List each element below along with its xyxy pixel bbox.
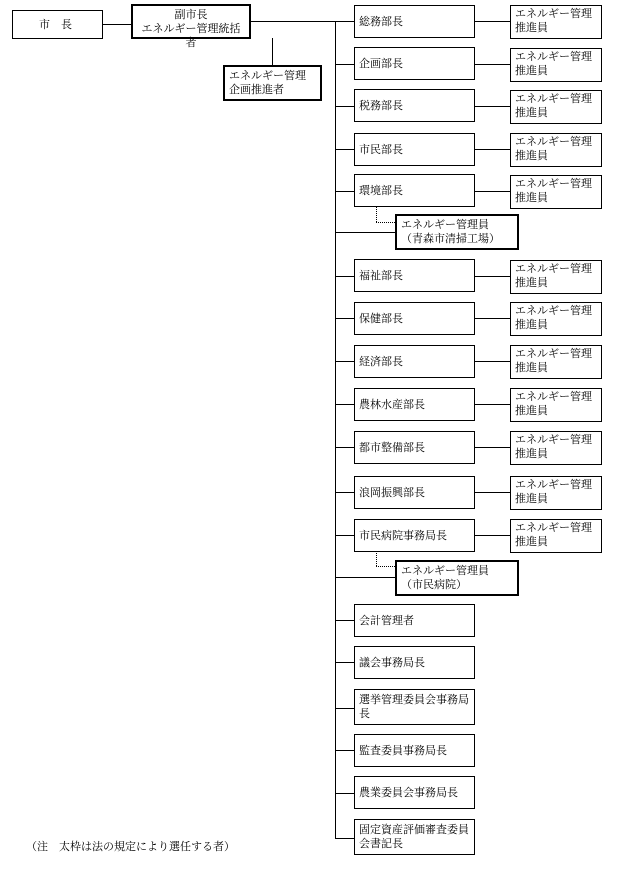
department-box [354, 5, 475, 38]
promoter-box [510, 133, 602, 167]
promoter-box [510, 519, 602, 553]
promoter-box [510, 431, 602, 465]
deputy-down-connector [272, 38, 273, 65]
promoter-line1: エネルギー管理 [515, 478, 592, 491]
office-label: 農業委員会事務局長 [359, 785, 458, 799]
dotted-connector [376, 566, 395, 567]
planning-promoter-box [223, 65, 322, 101]
department-box [354, 89, 475, 122]
department-box [354, 47, 475, 80]
deputy-mayor-role: エネルギー管理統括者 [141, 22, 241, 49]
promoter-line2: 推進員 [515, 404, 548, 417]
promoter-line2: 推進員 [515, 64, 548, 77]
office-box [354, 646, 475, 679]
energy-manager-site: （市民病院） [401, 578, 467, 591]
branch-line [335, 492, 354, 493]
office-box [354, 689, 475, 725]
branch-line [335, 620, 354, 621]
promoter-line1: エネルギー管理 [515, 433, 592, 446]
department-box [354, 476, 475, 509]
promoter-box [510, 48, 602, 82]
department-label: 市民部長 [359, 142, 403, 156]
department-box [354, 345, 475, 378]
branch-line [335, 535, 354, 536]
office-label: 会計管理者 [359, 613, 414, 627]
department-box [354, 174, 475, 207]
office-box [354, 604, 475, 637]
department-box [354, 388, 475, 421]
promoter-line2: 推進員 [515, 447, 548, 460]
promoter-line1: エネルギー管理 [515, 135, 592, 148]
promoter-line1: エネルギー管理 [515, 521, 592, 534]
promoter-line1: エネルギー管理 [515, 262, 592, 275]
department-label: 農林水産部長 [359, 397, 425, 411]
promoter-box [510, 90, 602, 124]
dotted-connector [376, 222, 395, 223]
mayor-label: 市 長 [39, 17, 72, 31]
promoter-link-line [475, 318, 510, 319]
promoter-line2: 推進員 [515, 492, 548, 505]
branch-line [335, 838, 354, 839]
promoter-line2: 推進員 [515, 361, 548, 374]
energy-manager-box [395, 214, 519, 250]
promoter-box [510, 476, 602, 510]
department-box [354, 302, 475, 335]
deputy-mayor-title: 副市長 [174, 8, 208, 21]
branch-line [335, 106, 354, 107]
department-label: 保健部長 [359, 311, 403, 325]
office-label: 固定資産評価審査委員会書記長 [359, 823, 469, 850]
promoter-link-line [475, 106, 510, 107]
promoter-line1: エネルギー管理 [515, 50, 592, 63]
promoter-line2: 推進員 [515, 276, 548, 289]
energy-manager-title: エネルギー管理員 [401, 564, 489, 577]
promoter-link-line [475, 404, 510, 405]
office-box [354, 776, 475, 809]
promoter-line2: 推進員 [515, 149, 548, 162]
promoter-link-line [475, 535, 510, 536]
department-box [354, 133, 475, 166]
department-label: 環境部長 [359, 183, 403, 197]
office-label: 監査委員事務局長 [359, 743, 447, 757]
branch-line [335, 404, 354, 405]
promoter-link-line [475, 361, 510, 362]
branch-line [335, 64, 354, 65]
main-trunk-line [335, 21, 336, 839]
dotted-connector [376, 206, 377, 222]
branch-line [335, 577, 395, 578]
deputy-mayor-box [131, 4, 251, 49]
department-label: 税務部長 [359, 98, 403, 112]
promoter-line2: 推進員 [515, 21, 548, 34]
department-label: 企画部長 [359, 56, 403, 70]
promoter-link-line [475, 447, 510, 448]
branch-line [335, 149, 354, 150]
department-box [354, 519, 475, 552]
promoter-link-line [475, 276, 510, 277]
promoter-link-line [475, 492, 510, 493]
promoter-line1: エネルギー管理 [515, 7, 592, 20]
promoter-line1: エネルギー管理 [515, 390, 592, 403]
branch-line [335, 447, 354, 448]
promoter-box [510, 260, 602, 294]
promoter-line2: 推進員 [515, 106, 548, 119]
department-label: 市民病院事務局長 [359, 528, 447, 542]
branch-line [335, 361, 354, 362]
planning-promoter-line1: エネルギー管理 [229, 69, 306, 82]
promoter-line2: 推進員 [515, 191, 548, 204]
planning-promoter-line2: 企画推進者 [229, 83, 284, 96]
promoter-box [510, 175, 602, 209]
promoter-line2: 推進員 [515, 318, 548, 331]
promoter-line2: 推進員 [515, 535, 548, 548]
branch-line [335, 708, 354, 709]
promoter-link-line [475, 64, 510, 65]
promoter-line1: エネルギー管理 [515, 304, 592, 317]
footnote: （注 太枠は法の規定により選任する者） [26, 840, 235, 853]
promoter-line1: エネルギー管理 [515, 347, 592, 360]
office-box [354, 734, 475, 767]
energy-manager-title: エネルギー管理員 [401, 218, 489, 231]
deputy-trunk-connector [251, 21, 335, 22]
promoter-box [510, 345, 602, 379]
department-label: 福祉部長 [359, 268, 403, 282]
promoter-line1: エネルギー管理 [515, 177, 592, 190]
department-label: 総務部長 [359, 14, 403, 28]
office-label: 議会事務局長 [359, 655, 425, 669]
promoter-line1: エネルギー管理 [515, 92, 592, 105]
promoter-link-line [475, 21, 510, 22]
branch-line [335, 21, 354, 22]
office-box [354, 819, 475, 855]
mayor-deputy-connector [103, 24, 131, 25]
department-label: 経済部長 [359, 354, 403, 368]
mayor-box [12, 10, 103, 39]
branch-line [335, 232, 395, 233]
energy-manager-site: （青森市清掃工場） [401, 232, 500, 245]
branch-line [335, 191, 354, 192]
office-label: 選挙管理委員会事務局長 [359, 693, 469, 720]
department-label: 都市整備部長 [359, 440, 425, 454]
promoter-box [510, 5, 602, 39]
department-box [354, 259, 475, 292]
promoter-link-line [475, 149, 510, 150]
energy-manager-box [395, 560, 519, 596]
branch-line [335, 793, 354, 794]
branch-line [335, 318, 354, 319]
branch-line [335, 276, 354, 277]
promoter-box [510, 302, 602, 336]
promoter-box [510, 388, 602, 422]
promoter-link-line [475, 191, 510, 192]
branch-line [335, 662, 354, 663]
branch-line [335, 750, 354, 751]
department-box [354, 431, 475, 464]
department-label: 浪岡振興部長 [359, 485, 425, 499]
